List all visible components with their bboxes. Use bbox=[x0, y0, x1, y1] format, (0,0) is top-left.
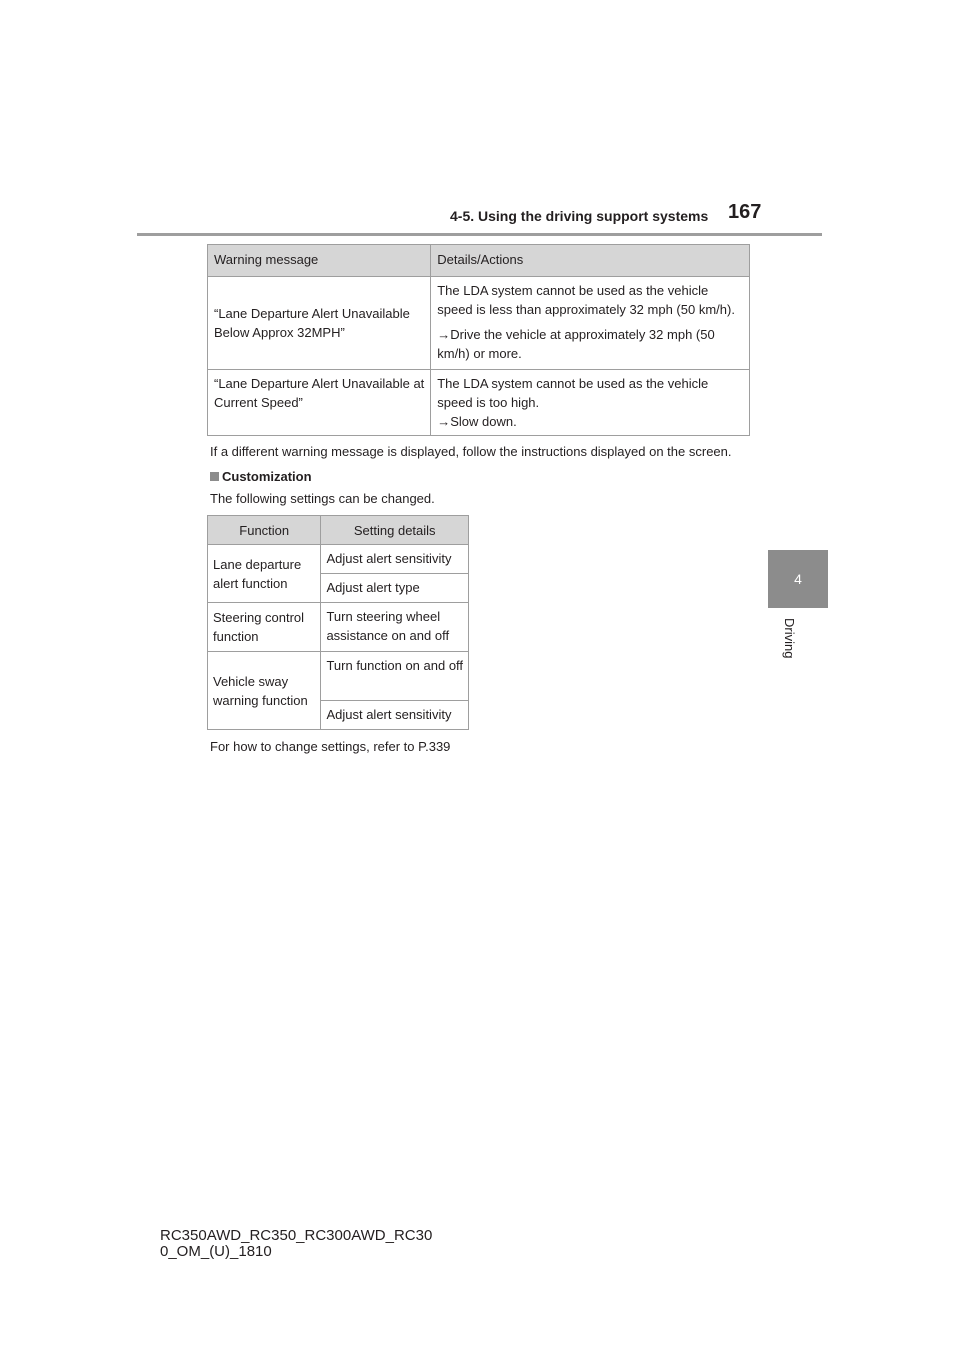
setting-cell: Adjust alert sensitivity bbox=[321, 545, 469, 574]
setting-cell: Adjust alert type bbox=[321, 574, 469, 603]
chapter-label: Driving bbox=[782, 618, 797, 659]
table-row bbox=[208, 603, 469, 652]
customization-table bbox=[207, 515, 469, 730]
setting-cell: Turn steering wheel assistance on and off bbox=[321, 603, 469, 652]
setting-cell: Adjust alert sensitivity bbox=[321, 701, 469, 730]
warning-message-cell: “Lane Departure Alert Unavailable at Current Speed” bbox=[208, 370, 431, 436]
footer-line-2: 0_OM_(U)_1810 bbox=[160, 1243, 272, 1260]
column-header-setting-details: Setting details bbox=[321, 516, 469, 545]
note-paragraph: If a different warning message is displayed, follow the instructions displayed on the screen. bbox=[210, 444, 732, 459]
chapter-tab bbox=[768, 550, 828, 608]
settings-reference: For how to change settings, refer to P.339 bbox=[210, 739, 451, 754]
page-number: 167 bbox=[728, 201, 762, 223]
warning-message-cell: “Lane Departure Alert Unavailable Below Approx 32MPH” bbox=[208, 277, 431, 370]
customization-heading bbox=[210, 469, 312, 484]
action-text: →Slow down. bbox=[437, 414, 517, 429]
customization-heading-text: Customization bbox=[222, 469, 312, 484]
action-text: →Drive the vehicle at approximately 32 mph (50 km/h) or more. bbox=[437, 327, 715, 361]
function-cell: Lane departure alert function bbox=[208, 545, 321, 603]
details-text: The LDA system cannot be used as the vehicle speed is less than approximately 32 mph (50 km/h). bbox=[437, 283, 735, 317]
table-row bbox=[208, 370, 750, 436]
details-cell bbox=[431, 277, 750, 370]
document-footer bbox=[160, 1228, 432, 1260]
details-text: The LDA system cannot be used as the vehicle speed is too high. bbox=[437, 376, 709, 410]
customization-intro: The following settings can be changed. bbox=[210, 491, 435, 506]
setting-cell: Turn function on and off bbox=[321, 652, 469, 701]
column-header-details-actions: Details/Actions bbox=[431, 245, 750, 277]
header-rule bbox=[137, 233, 822, 236]
table-row bbox=[208, 277, 750, 370]
column-header-warning-message: Warning message bbox=[208, 245, 431, 277]
details-cell bbox=[431, 370, 750, 436]
function-cell: Vehicle sway warning function bbox=[208, 652, 321, 730]
warning-message-table bbox=[207, 244, 750, 436]
column-header-function: Function bbox=[208, 516, 321, 545]
square-bullet-icon bbox=[210, 472, 219, 481]
function-cell: Steering control function bbox=[208, 603, 321, 652]
table-row bbox=[208, 652, 469, 701]
footer-line-1: RC350AWD_RC350_RC300AWD_RC30 bbox=[160, 1227, 433, 1244]
section-title: 4-5. Using the driving support systems bbox=[450, 208, 709, 224]
table-row bbox=[208, 545, 469, 574]
chapter-number: 4 bbox=[794, 571, 802, 587]
